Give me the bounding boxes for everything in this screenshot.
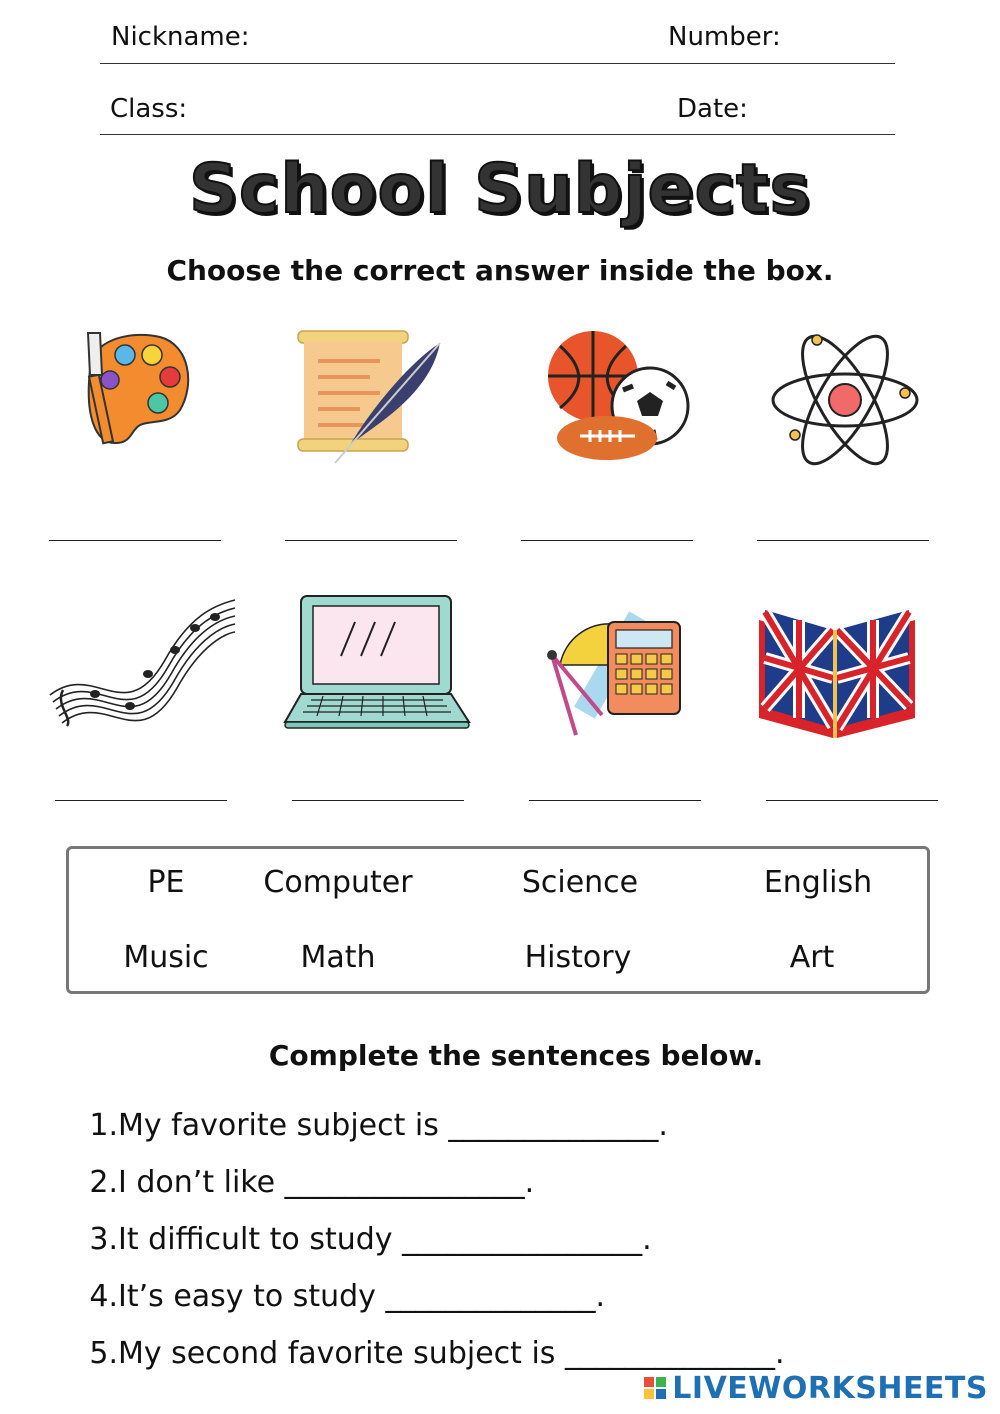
word-english[interactable]: English [763,865,873,900]
sentence-text[interactable]: My second favorite subject is ______________. [118,1336,785,1371]
english-book-flag-icon [755,600,920,744]
class-line[interactable] [100,134,895,135]
sentence-text[interactable]: It’s easy to study ______________. [118,1279,606,1314]
answer-line-7[interactable] [529,800,701,801]
word-science[interactable]: Science [521,865,639,900]
liveworksheets-logo [644,1371,988,1406]
answer-line-4[interactable] [757,540,929,541]
sentence-number: 4. [89,1279,118,1314]
science-atom-icon [765,325,925,474]
nickname-line[interactable] [100,63,895,64]
sentence-text[interactable]: I don’t like ________________. [118,1165,535,1200]
liveworksheets-icon [644,1377,668,1401]
word-history[interactable]: History [524,940,632,975]
word-computer[interactable]: Computer [263,865,413,900]
brand-text: LIVEWORKSHEETS [672,1371,988,1406]
answer-line-1[interactable] [49,540,221,541]
sentence-text[interactable]: My favorite subject is ______________. [118,1108,668,1143]
instruction-choose: Choose the correct answer inside the box. [166,254,834,287]
computer-laptop-icon [283,592,471,738]
sentence-text[interactable]: It difficult to study ________________. [118,1222,652,1257]
math-tools-icon [540,590,685,744]
page-title: School Subjects [189,150,811,229]
number-label: Number: [668,22,781,52]
word-art[interactable]: Art [789,940,835,975]
sports-balls-icon [545,328,695,472]
sentence-number: 1. [89,1108,118,1143]
instruction-complete: Complete the sentences below. [268,1039,764,1072]
answer-line-6[interactable] [292,800,464,801]
history-scroll-quill-icon [280,325,450,469]
music-staff-icon [45,590,240,734]
word-math[interactable]: Math [300,940,376,975]
word-pe[interactable]: PE [147,865,185,900]
sentence-number: 2. [89,1165,118,1200]
answer-line-3[interactable] [521,540,693,541]
nickname-label: Nickname: [111,22,250,52]
sentence-number: 5. [89,1336,118,1371]
art-palette-icon [70,325,200,454]
word-music[interactable]: Music [123,940,209,975]
date-label: Date: [677,94,748,124]
answer-line-8[interactable] [766,800,938,801]
answer-line-5[interactable] [55,800,227,801]
sentence-number: 3. [89,1222,118,1257]
class-label: Class: [110,94,188,124]
answer-line-2[interactable] [285,540,457,541]
